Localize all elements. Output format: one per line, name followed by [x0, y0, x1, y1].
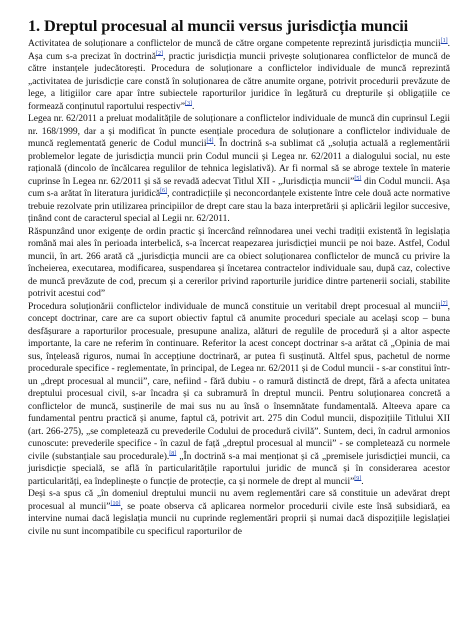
footnote-reference-link[interactable]: [7]: [440, 300, 448, 307]
section-title: 1. Dreptul procesual al muncii versus jurisdicția muncii: [28, 16, 409, 35]
body-text: [28, 38, 450, 538]
text-segment: „În doctrină s-a mai menționat și că „premisele jurisdicției muncii, ca jurisdicție specială, se află în particularitățile raportului juridic de muncă și în considerarea acestor particularități, ea îndeplinește o funcție de protecție, ca și normele de drept al muncii”: [28, 451, 450, 487]
text-segment: . În doctrină s-a sublimat că „soluția actuală a reglementării problemelor legate de jurisdicția muncii prin Codul muncii și Legea nr. 62/2011 a dialogului social, nu este rațională (dincolo de încălcarea regulilor de tehnica legislativă). Ar fi normal să se abroge textele în materie cuprinse în Legea nr. 62/2011 și să se revadă adecvat Titlul XII - „Jurisdicția muncii”: [28, 139, 451, 187]
text-segment: din Codul muncii. Așa cum s-a arătat în literatura juridică: [28, 176, 450, 199]
footnote-reference-link[interactable]: [1]: [440, 37, 448, 44]
footnote-reference-link[interactable]: [5]: [354, 175, 362, 182]
text-segment: , concept doctrinar, care are ca suport obiectiv faptul că anumite proceduri speciale au același scop – buna desfășurare a raporturilor procesuale, presupune analiza, alături de regulile de procedură și a altor aspecte importante, la care ne referim în continuare. Referitor la acest concept doctrinar s-a arătat că „Opinia de mai sus, înțeleasă riguros, numai în accepțiune doctrinară, ar putea fi susținută. Altfel spus, pachetul de norme procedurale specifice - reglementate, în principal, de Legea nr. 62/2011 și de Codul muncii - s-ar constitui într-un „drept procesual al muncii”, care, nefiind - fără dubiu - o ramură distinctă de drept, fără a afecta unitatea dreptului procesual civil, s-ar încadra și ca subramură în dreptul muncii. Pentru soluționarea concretă a conflictelor de muncă, susținerile de mai sus nu au însă o însemnătate fundamentală. Alteeva apare ca fundamental pentru practică și anume, faptul că, potrivit art. 275 din Codul muncii, dispozițiile Titlului XII (art. 266-275), „se completează cu prevederile Codului de procedură civilă”. Suntem, deci, în cadrul armonios cunoscute: prevederile specifice - în cazul de față „dreptul procesual al muncii” - se completează cu normele civile (substanțiale sau procedurale).: [28, 301, 450, 462]
footnote-reference-link[interactable]: [2]: [155, 50, 163, 57]
text-segment: , contradicțiile și neconcordanțele existente între cele două acte normative trebuie rezolvate prin utilizarea principiilor de drept care stau la baza interpretării și aplicării legilor succesive, ținând cont de caracterul special al Legii nr. 62/2011.: [28, 189, 450, 224]
footnote-reference-link[interactable]: [6]: [160, 187, 168, 194]
paragraph-1: [28, 38, 450, 113]
paragraph-2: [28, 113, 450, 226]
footnote-reference-link[interactable]: [8]: [169, 450, 177, 457]
text-segment: Deși s-a spus că „în domeniul dreptului muncii nu avem reglementări care să constituie un adevărat drept procesual al muncii”: [28, 489, 450, 512]
text-segment: Răspunzând unor exigențe de ordin practic și încercând reînnodarea unei vechi tradiții existentă în legislația română mai ales în perioada interbelică, s-a încercat reapezarea jurisdicției muncii pe noi baze. Astfel, Codul muncii, în art. 266 arată că „jurisdicția muncii are ca obiect soluționarea conflictelor de muncă cu privire la încheierea, executarea, modificarea, suspendarea și încetarea contractelor individuale sau, după caz, colective de muncă prevăzute de cod, precum și a cererilor privind raporturile juridice dintre partenerii sociali, stabilite potrivit acestui cod”: [28, 226, 450, 299]
text-segment: , practic jurisdicția muncii privește soluționarea conflictelor de muncă de către instanțele judecătorești. Procedura de soluționare a conflictelor individuale de muncă reprezintă „activitatea de jurisdicție care constă în soluționarea de către anumite organe, potrivit procedurii prevăzute de lege, a litigiilor care apar între subiectele raporturilor juridice în legătură cu drepturile și obligațiile ce formează conținutul raportului respectiv”: [28, 51, 450, 112]
text-segment: .: [361, 476, 364, 487]
footnote-reference-link[interactable]: [10]: [110, 500, 121, 507]
text-segment: Legea nr. 62/2011 a preluat modalitățile de soluționare a conflictelor individuale de muncă din cuprinsul Legii nr. 168/1999, dar a și modificat în puncte esențiale procedura de soluționare a conflictelor individuale de muncă reglementată generic de Codul muncii: [28, 114, 450, 149]
text-segment: Activitatea de soluționare a conflictelor de muncă de către organe competente reprezintă jurisdicția muncii: [28, 39, 441, 49]
footnote-reference-link[interactable]: [3]: [184, 100, 192, 107]
paragraph-4: [28, 301, 450, 489]
text-segment: , se poate observa că aplicarea normelor procedurii civile este însă subsidiară, ea intervine numai dacă legislația muncii nu cuprinde reglementări proprii și numai dacă dispozițiile legislației civile nu sunt incompatibile cu specificul raporturilor de: [28, 501, 450, 537]
text-segment: Procedura soluționării conflictelor individuale de muncă constituie un veritabil drept procesual al muncii: [28, 301, 441, 312]
text-segment: .: [191, 101, 195, 112]
footnote-reference-link[interactable]: [9]: [354, 475, 362, 482]
paragraph-3: [28, 226, 450, 301]
paragraph-5: [28, 488, 450, 538]
text-segment: . Așa cum s-a precizat în doctrină: [28, 39, 450, 62]
footnote-reference-link[interactable]: [4]: [206, 137, 214, 144]
